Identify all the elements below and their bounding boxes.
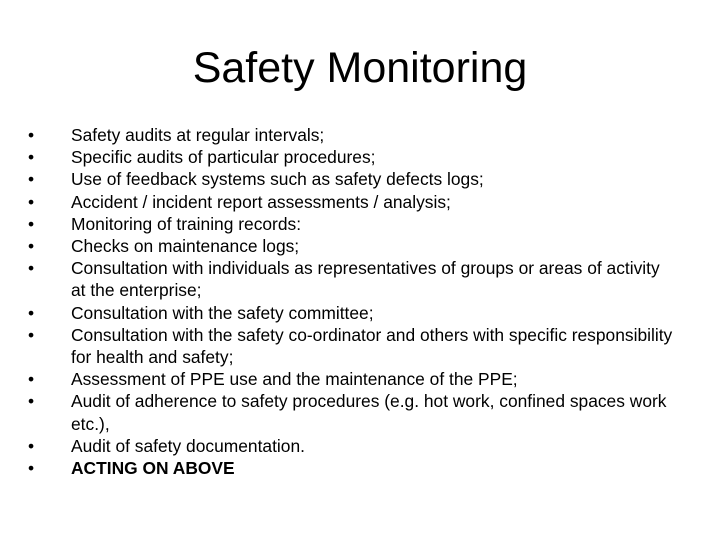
slide-title: Safety Monitoring [192,44,528,92]
list-item-text: Checks on maintenance logs; [71,236,300,257]
list-item-text: Specific audits of particular procedures; [71,147,376,168]
bullet-icon: • [28,324,35,345]
list-item-text: Consultation with the safety co-ordinator and others with specific responsibility for health and safety; [71,324,673,368]
list-item-text: Consultation with individuals as representatives of groups or areas of activity at the enterprise; [71,258,660,301]
bullet-icon: • [28,213,35,234]
list-item-text: Safety audits at regular intervals; [71,125,325,145]
list-item [28,324,678,368]
list-item-text: Accident / incident report assessments / analysis; [71,191,451,212]
list-item-text: ACTING ON ABOVE [71,458,235,479]
list-item [28,191,678,213]
bullet-icon: • [28,258,35,279]
bullet-icon: • [28,391,35,412]
list-item [28,390,678,434]
list-item [28,213,678,235]
bullet-icon: • [28,147,35,168]
list-item-text: Assessment of PPE use and the maintenance of the PPE; [71,369,518,390]
list-item-text: Use of feedback systems such as safety defects logs; [71,169,484,190]
list-item [28,368,678,390]
bullet-icon: • [28,369,35,390]
list-item [28,302,678,324]
bullet-icon: • [28,236,35,257]
list-item-text: Consultation with the safety committee; [71,302,374,323]
list-item [28,235,678,257]
list-item [28,457,678,479]
bullet-icon: • [28,125,35,145]
bullet-icon: • [28,302,35,323]
list-item-text: Audit of adherence to safety procedures (e.g. hot work, confined spaces work etc.), [71,391,667,434]
list-item [28,257,678,301]
list-item [28,146,678,168]
list-item-text: Audit of safety documentation. [71,435,305,456]
list-item [28,168,678,190]
bullet-icon: • [28,169,35,190]
bullet-icon: • [28,458,35,479]
bullet-list [28,124,678,479]
list-item [28,124,678,146]
list-item-text: Monitoring of training records: [71,213,302,234]
list-item [28,435,678,457]
bullet-icon: • [28,191,35,212]
bullet-icon: • [28,435,35,456]
